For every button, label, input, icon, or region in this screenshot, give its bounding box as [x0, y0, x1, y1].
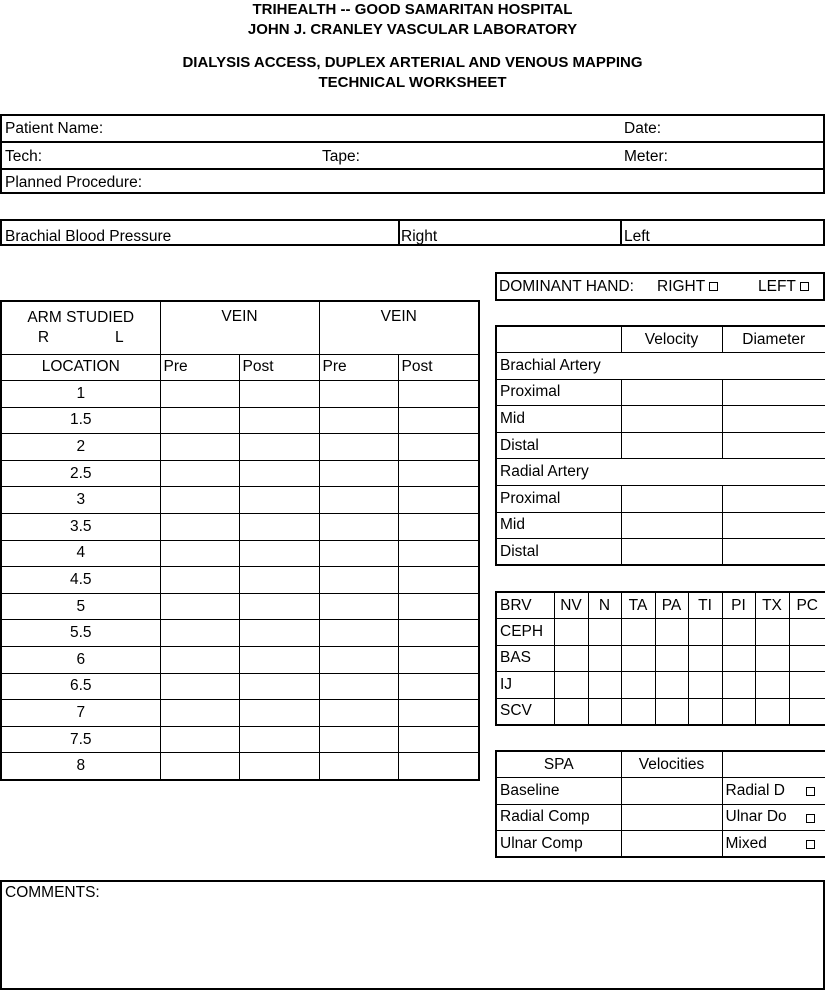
brv-cell[interactable]: [588, 645, 621, 672]
brv-cell[interactable]: [621, 698, 655, 725]
dominant-right-checkbox[interactable]: [709, 282, 718, 291]
brv-row: [496, 619, 825, 646]
vein-2-post-cell[interactable]: [398, 514, 479, 541]
dominant-left-checkbox[interactable]: [800, 282, 809, 291]
spa-option-checkbox[interactable]: [806, 840, 815, 849]
planned-procedure-field[interactable]: Planned Procedure:: [5, 174, 143, 191]
vein-2-post-cell[interactable]: [398, 434, 479, 461]
vein-1-pre-cell[interactable]: [160, 753, 239, 780]
patient-name-field[interactable]: Patient Name:: [5, 120, 104, 137]
vein-1-pre-cell[interactable]: [160, 726, 239, 753]
location-cell: 8: [1, 753, 160, 780]
table-row: [1, 567, 479, 594]
comments-label: COMMENTS:: [5, 884, 100, 901]
spa-velocity-cell[interactable]: [621, 831, 722, 858]
brv-header-pa: PA: [655, 592, 688, 619]
vein-2-post-cell[interactable]: [398, 407, 479, 434]
brv-cell[interactable]: [789, 619, 825, 646]
table-row: [1, 647, 479, 674]
velocities-header: Velocities: [621, 751, 722, 778]
vein-1-post-cell[interactable]: [239, 567, 319, 594]
brachial-distal-label: Distal: [496, 432, 621, 459]
vein-1-header: VEIN: [160, 301, 319, 354]
spa-row-label: Radial Comp: [496, 804, 621, 831]
brv-cell[interactable]: [722, 619, 755, 646]
brv-cell[interactable]: [755, 672, 789, 699]
vein-1-pre-cell[interactable]: [160, 487, 239, 514]
dominant-left-option[interactable]: [758, 278, 809, 296]
brv-cell[interactable]: [688, 672, 722, 699]
spa-option-label: Ulnar Do: [725, 808, 787, 826]
brachial-proximal-diameter[interactable]: [722, 379, 825, 406]
spa-blank-header: [722, 751, 825, 778]
radial-mid-label: Mid: [496, 512, 621, 539]
brv-row: [496, 698, 825, 725]
spa-header: SPA: [496, 751, 621, 778]
table-row: [1, 514, 479, 541]
location-cell: 3.5: [1, 514, 160, 541]
comments-box[interactable]: [0, 880, 825, 990]
table-row: [1, 700, 479, 727]
dominant-hand-label: DOMINANT HAND:: [499, 278, 634, 295]
artery-blank-header: [496, 326, 621, 353]
vein-1-pre-cell[interactable]: [160, 620, 239, 647]
radial-artery-label: Radial Artery: [496, 459, 825, 486]
brv-row: [496, 672, 825, 699]
radial-proximal-label: Proximal: [496, 486, 621, 513]
vein-2-pre-cell[interactable]: [319, 753, 398, 780]
vein-2-pre-cell[interactable]: [319, 673, 398, 700]
radial-distal-diameter[interactable]: [722, 539, 825, 566]
table-row: [1, 407, 479, 434]
vein-2-pre-cell[interactable]: [319, 514, 398, 541]
location-cell: 1: [1, 381, 160, 408]
brv-cell[interactable]: [722, 698, 755, 725]
brachial-distal-velocity[interactable]: [621, 432, 722, 459]
brv-cell[interactable]: [554, 645, 588, 672]
vein-2-post-cell[interactable]: [398, 487, 479, 514]
brv-cell[interactable]: [588, 619, 621, 646]
vein-2-post-cell[interactable]: [398, 673, 479, 700]
location-header: LOCATION: [1, 354, 160, 381]
location-cell: 2: [1, 434, 160, 461]
bp-right-field[interactable]: Right: [401, 228, 438, 245]
brv-cell[interactable]: [621, 672, 655, 699]
brv-header-n: N: [588, 592, 621, 619]
bp-label: Brachial Blood Pressure: [5, 228, 172, 245]
vein-2-post-cell[interactable]: [398, 647, 479, 674]
vein-1-post-cell[interactable]: [239, 700, 319, 727]
vein-1-post-cell[interactable]: [239, 540, 319, 567]
vein-2-post-cell[interactable]: [398, 593, 479, 620]
vein-1-post-cell[interactable]: [239, 460, 319, 487]
table-row: [1, 434, 479, 461]
hospital-name: TRIHEALTH -- GOOD SAMARITAN HOSPITAL: [252, 1, 573, 18]
brachial-mid-velocity[interactable]: [621, 406, 722, 433]
arm-options: [5, 328, 157, 348]
vein-1-post-cell[interactable]: [239, 647, 319, 674]
spa-velocity-cell[interactable]: [621, 778, 722, 805]
brachial-mid-diameter[interactable]: [722, 406, 825, 433]
spa-option-cell[interactable]: [722, 804, 825, 831]
table-row: [1, 460, 479, 487]
vein-1-post-cell[interactable]: [239, 620, 319, 647]
radial-mid-velocity[interactable]: [621, 512, 722, 539]
brv-cell[interactable]: [722, 672, 755, 699]
radial-proximal-diameter[interactable]: [722, 486, 825, 513]
brachial-proximal-velocity[interactable]: [621, 379, 722, 406]
vein-1-pre-cell[interactable]: [160, 647, 239, 674]
vein-2-post-cell[interactable]: [398, 460, 479, 487]
brv-cell[interactable]: [554, 619, 588, 646]
brv-row-label: SCV: [496, 698, 554, 725]
brv-header-ta: TA: [621, 592, 655, 619]
radial-mid-diameter[interactable]: [722, 512, 825, 539]
vein-2-post-cell[interactable]: [398, 381, 479, 408]
table-row: [1, 620, 479, 647]
vein-mapping-table: [0, 300, 480, 781]
vein-1-post-cell[interactable]: [239, 726, 319, 753]
table-row: [1, 593, 479, 620]
table-row: [1, 726, 479, 753]
artery-table: [495, 325, 825, 566]
vein-1-pre-cell[interactable]: [160, 700, 239, 727]
dominant-right-label: RIGHT: [657, 278, 706, 295]
spa-option-cell[interactable]: [722, 778, 825, 805]
location-cell: 3: [1, 487, 160, 514]
table-row: [1, 753, 479, 780]
brv-cell[interactable]: [722, 645, 755, 672]
vein-1-post-cell[interactable]: [239, 381, 319, 408]
velocity-header: Velocity: [621, 326, 722, 353]
vein-2-pre-cell[interactable]: [319, 460, 398, 487]
brv-cell[interactable]: [688, 619, 722, 646]
brv-cell[interactable]: [621, 619, 655, 646]
diameter-header: Diameter: [722, 326, 825, 353]
vein-1-pre-cell[interactable]: [160, 540, 239, 567]
table-row: [1, 487, 479, 514]
location-cell: 2.5: [1, 460, 160, 487]
brv-header-brv: BRV: [496, 592, 554, 619]
brv-cell[interactable]: [688, 645, 722, 672]
vein-1-post-cell[interactable]: [239, 407, 319, 434]
arm-r-option[interactable]: R: [37, 329, 50, 346]
vein-2-post-cell[interactable]: [398, 700, 479, 727]
vein-2-pre-cell[interactable]: [319, 567, 398, 594]
spa-table: [495, 750, 825, 858]
brv-header-pc: PC: [789, 592, 825, 619]
vein-1-post-cell[interactable]: [239, 753, 319, 780]
vein-1-pre-cell[interactable]: [160, 514, 239, 541]
vein-2-pre-cell[interactable]: [319, 620, 398, 647]
brv-row-label: CEPH: [496, 619, 554, 646]
brv-cell[interactable]: [789, 645, 825, 672]
brv-cell[interactable]: [621, 645, 655, 672]
location-cell: 6: [1, 647, 160, 674]
brv-cell[interactable]: [588, 672, 621, 699]
date-field[interactable]: Date:: [624, 120, 662, 137]
location-cell: 1.5: [1, 407, 160, 434]
brachial-mid-label: Mid: [496, 406, 621, 433]
brv-row-label: BAS: [496, 645, 554, 672]
location-cell: 5.5: [1, 620, 160, 647]
brv-cell[interactable]: [655, 672, 688, 699]
spa-option-label: Mixed: [725, 834, 767, 852]
vein-1-pre-cell[interactable]: [160, 673, 239, 700]
brachial-proximal-label: Proximal: [496, 379, 621, 406]
brachial-distal-diameter[interactable]: [722, 432, 825, 459]
vein-1-post-cell[interactable]: [239, 673, 319, 700]
arm-studied-label: ARM STUDIED: [27, 309, 135, 326]
brv-header-tx: TX: [755, 592, 789, 619]
radial-proximal-velocity[interactable]: [621, 486, 722, 513]
worksheet-title: DIALYSIS ACCESS, DUPLEX ARTERIAL AND VENOUS MAPPING: [182, 54, 643, 71]
brv-cell[interactable]: [588, 698, 621, 725]
table-row: [1, 381, 479, 408]
spa-row-label: Ulnar Comp: [496, 831, 621, 858]
brv-table: [495, 591, 825, 726]
vein-1-post-cell[interactable]: [239, 514, 319, 541]
location-cell: 6.5: [1, 673, 160, 700]
vein-2-post-cell[interactable]: [398, 726, 479, 753]
vein-2-pre-cell[interactable]: [319, 647, 398, 674]
brv-row-label: IJ: [496, 672, 554, 699]
brv-cell[interactable]: [655, 698, 688, 725]
spa-option-checkbox[interactable]: [806, 787, 815, 796]
spa-velocity-cell[interactable]: [621, 804, 722, 831]
vein-1-post-cell[interactable]: [239, 593, 319, 620]
location-cell: 5: [1, 593, 160, 620]
vein-1-pre-cell[interactable]: [160, 407, 239, 434]
tech-field[interactable]: Tech:: [5, 148, 43, 165]
spa-option-checkbox[interactable]: [806, 814, 815, 823]
location-cell: 7.5: [1, 726, 160, 753]
brv-header-pi: PI: [722, 592, 755, 619]
vein-2-post-header: Post: [398, 354, 479, 381]
location-cell: 4: [1, 540, 160, 567]
spa-row-label: Baseline: [496, 778, 621, 805]
brv-cell[interactable]: [655, 645, 688, 672]
vein-2-pre-cell[interactable]: [319, 487, 398, 514]
vein-1-pre-cell[interactable]: [160, 567, 239, 594]
vein-2-pre-cell[interactable]: [319, 381, 398, 408]
brv-cell[interactable]: [688, 698, 722, 725]
location-cell: 4.5: [1, 567, 160, 594]
spa-row: [496, 831, 825, 858]
dominant-right-option[interactable]: [657, 278, 718, 296]
table-row: [1, 540, 479, 567]
vein-2-pre-header: Pre: [319, 354, 398, 381]
meter-field[interactable]: Meter:: [624, 148, 668, 165]
vein-1-pre-cell[interactable]: [160, 434, 239, 461]
vein-1-pre-header: Pre: [160, 354, 239, 381]
brv-header-nv: NV: [554, 592, 588, 619]
spa-row: [496, 804, 825, 831]
tape-field[interactable]: Tape:: [322, 148, 360, 165]
radial-distal-label: Distal: [496, 539, 621, 566]
radial-distal-velocity[interactable]: [621, 539, 722, 566]
vein-1-post-cell[interactable]: [239, 487, 319, 514]
brv-cell[interactable]: [755, 619, 789, 646]
spa-row: [496, 778, 825, 805]
vein-2-header: VEIN: [319, 301, 479, 354]
vein-1-post-cell[interactable]: [239, 434, 319, 461]
brv-cell[interactable]: [789, 672, 825, 699]
lab-name: JOHN J. CRANLEY VASCULAR LABORATORY: [247, 21, 578, 38]
vein-2-pre-cell[interactable]: [319, 434, 398, 461]
worksheet-subtitle: TECHNICAL WORKSHEET: [318, 74, 507, 91]
brv-row: [496, 645, 825, 672]
brv-cell[interactable]: [655, 619, 688, 646]
vein-2-post-cell[interactable]: [398, 620, 479, 647]
vein-1-post-header: Post: [239, 354, 319, 381]
spa-option-label: Radial D: [725, 781, 785, 799]
brachial-artery-label: Brachial Artery: [496, 353, 825, 380]
vein-2-pre-cell[interactable]: [319, 593, 398, 620]
vein-2-pre-cell[interactable]: [319, 407, 398, 434]
vein-1-pre-cell[interactable]: [160, 460, 239, 487]
vein-1-pre-cell[interactable]: [160, 593, 239, 620]
vein-2-post-cell[interactable]: [398, 540, 479, 567]
vein-2-pre-cell[interactable]: [319, 726, 398, 753]
table-row: [1, 673, 479, 700]
vein-2-post-cell[interactable]: [398, 753, 479, 780]
vein-2-pre-cell[interactable]: [319, 700, 398, 727]
brv-cell[interactable]: [554, 672, 588, 699]
brv-header-ti: TI: [688, 592, 722, 619]
location-cell: 7: [1, 700, 160, 727]
brv-cell[interactable]: [554, 698, 588, 725]
arm-studied-cell: [1, 301, 160, 354]
brv-cell[interactable]: [755, 645, 789, 672]
vein-2-pre-cell[interactable]: [319, 540, 398, 567]
arm-l-option[interactable]: L: [115, 329, 124, 346]
spa-option-cell[interactable]: [722, 831, 825, 858]
bp-left-field[interactable]: Left: [624, 228, 650, 245]
brv-cell[interactable]: [755, 698, 789, 725]
vein-1-pre-cell[interactable]: [160, 381, 239, 408]
vein-2-post-cell[interactable]: [398, 567, 479, 594]
dominant-left-label: LEFT: [758, 278, 796, 295]
brv-cell[interactable]: [789, 698, 825, 725]
